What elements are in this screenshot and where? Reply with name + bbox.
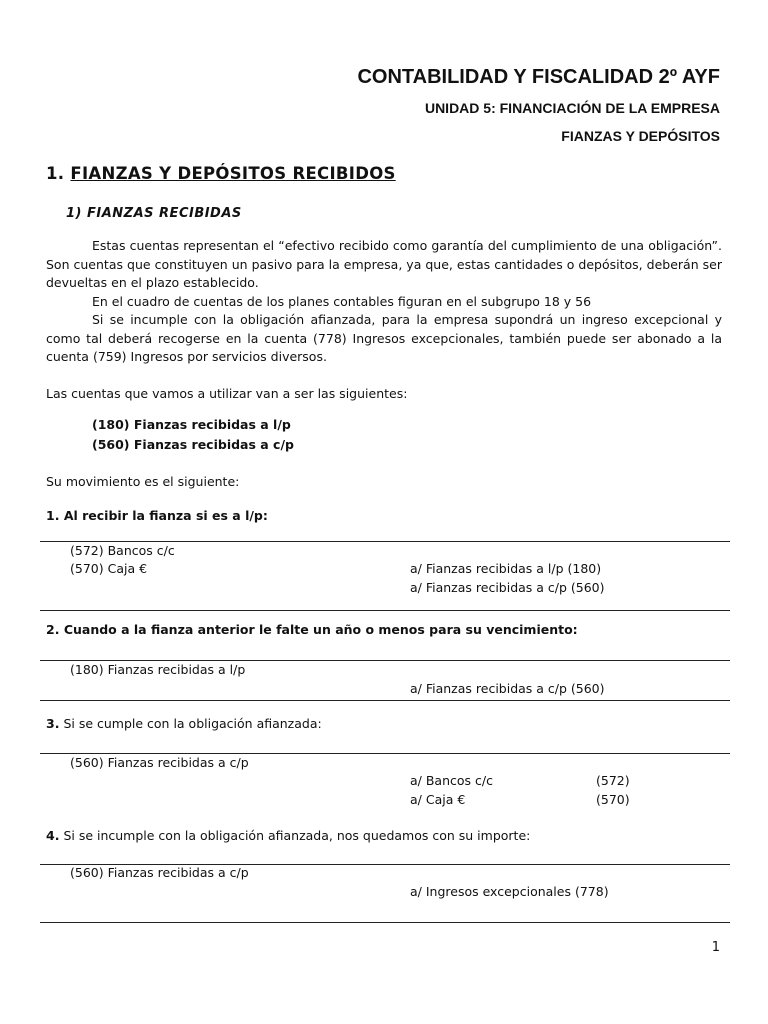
journal-credit: a/ Fianzas recibidas a c/p (560) (410, 580, 605, 595)
journal-debit: (572) Bancos c/c (70, 543, 175, 558)
journal-credit: a/ Ingresos excepcionales (778) (410, 884, 609, 899)
journal-credit: a/ Caja € (410, 792, 466, 807)
journal-debit: (560) Fianzas recibidas a c/p (70, 865, 249, 880)
journal-divider (40, 660, 730, 661)
journal-divider (40, 753, 730, 754)
step-heading (46, 622, 578, 637)
account-item: (560) Fianzas recibidas a c/p (92, 437, 294, 452)
step-text: Cuando a la fianza anterior le falte un año o menos para su vencimiento: (63, 622, 578, 637)
step-text: Si se incumple con la obligación afianzada, nos quedamos con su importe: (63, 828, 531, 843)
paragraph-subgroups: En el cuadro de cuentas de los planes contables figuran en el subgrupo 18 y 56 (92, 294, 592, 309)
journal-credit: a/ Fianzas recibidas a l/p (180) (410, 561, 602, 576)
step-number: 4. (46, 828, 60, 843)
journal-credit-code: (570) (596, 792, 630, 807)
journal-divider (40, 610, 730, 611)
journal-divider (40, 922, 730, 923)
journal-debit: (560) Fianzas recibidas a c/p (70, 755, 249, 770)
step-number: 1. (46, 508, 60, 523)
unit-title: UNIDAD 5: FINANCIACIÓN DE LA EMPRESA (424, 100, 720, 116)
account-item: (180) Fianzas recibidas a l/p (92, 417, 291, 432)
journal-credit-code: (572) (596, 773, 630, 788)
journal-credit: a/ Bancos c/c (410, 773, 493, 788)
paragraph-definition: Estas cuentas representan el “efectivo recibido como garantía del cumplimiento de una obligación”. Son cuentas que constituyen un pasivo para la empresa, ya que, estas cantidades o depósitos, deberán ser devueltas en el plazo establecido. (46, 238, 722, 290)
journal-divider (40, 541, 730, 542)
page-number: 1 (711, 940, 720, 955)
subsection-heading: 1) FIANZAS RECIBIDAS (66, 206, 242, 221)
journal-debit: (180) Fianzas recibidas a l/p (70, 662, 246, 677)
step-heading (46, 828, 530, 843)
journal-divider (40, 700, 730, 701)
step-number: 3. (46, 716, 60, 731)
document-title: CONTABILIDAD Y FISCALIDAD 2º AYF (357, 66, 720, 88)
journal-debit: (570) Caja € (70, 561, 148, 576)
movement-intro: Su movimiento es el siguiente: (46, 474, 240, 489)
step-heading (46, 716, 322, 731)
step-heading (46, 508, 268, 523)
section-number: 1. (46, 164, 65, 183)
journal-credit: a/ Fianzas recibidas a c/p (560) (410, 681, 605, 696)
step-text: Si se cumple con la obligación afianzada: (63, 716, 322, 731)
section-heading (46, 164, 396, 183)
step-number: 2. (46, 622, 60, 637)
step-text: Al recibir la fianza si es a l/p: (63, 508, 268, 523)
topic-title: FIANZAS Y DEPÓSITOS (561, 128, 720, 144)
section-title: FIANZAS Y DEPÓSITOS RECIBIDOS (70, 164, 396, 183)
paragraph-incumplimiento: Si se incumple con la obligación afianzada, para la empresa supondrá un ingreso excepcional y como tal deberá recogerse en la cuenta (778) Ingresos excepcionales, también puede ser abonado a la cuenta (759) Ingresos por servicios diversos. (46, 312, 722, 364)
accounts-intro: Las cuentas que vamos a utilizar van a ser las siguientes: (46, 386, 408, 401)
